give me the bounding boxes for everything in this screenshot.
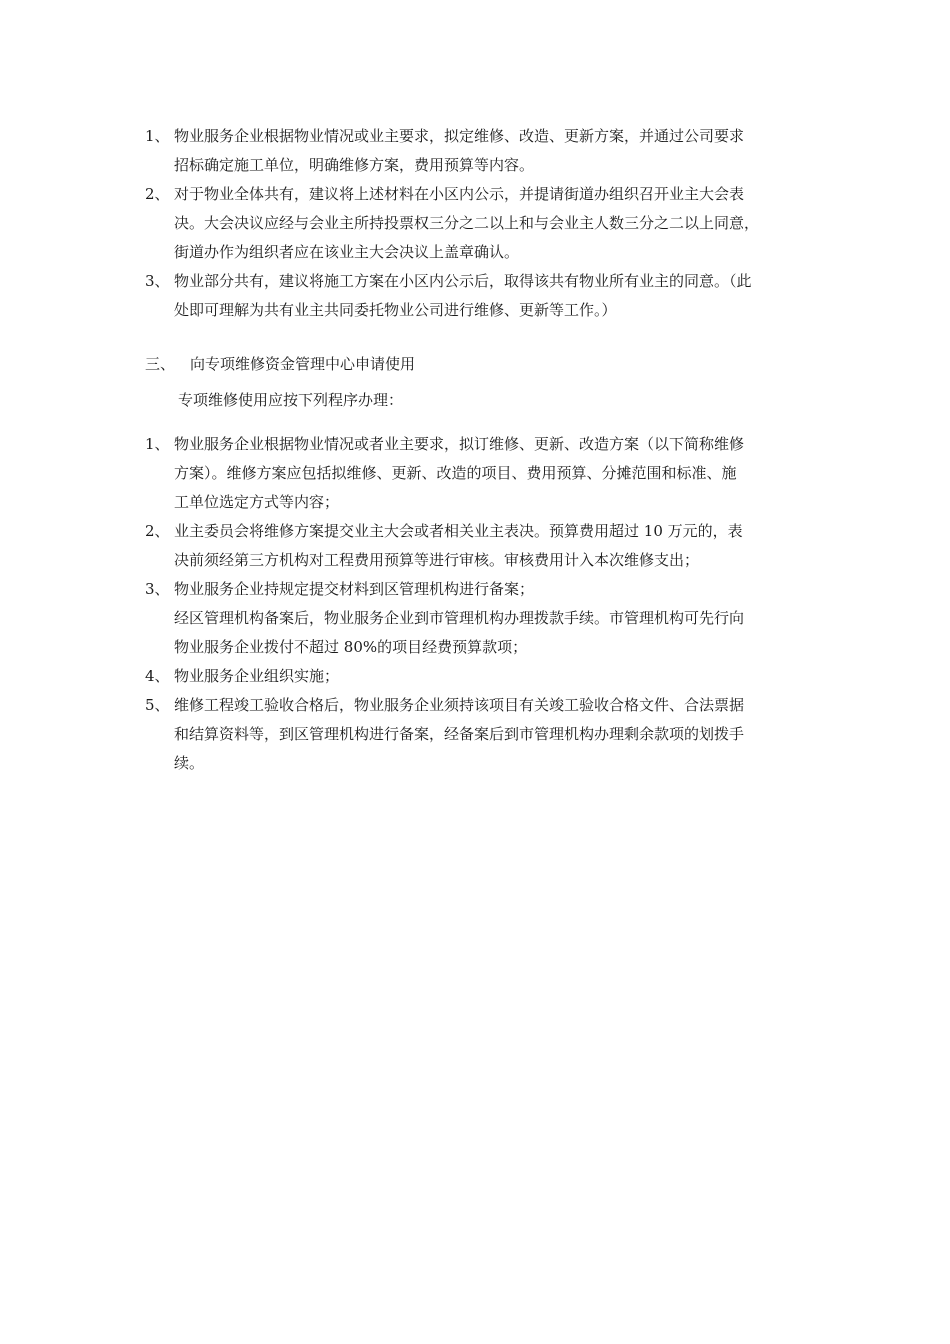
list-item-text: 续。 [174, 754, 205, 772]
list-item-number: 2、 [145, 185, 170, 203]
list-item-text: 物业服务企业拨付不超过 80%的项目经费预算款项； [174, 638, 528, 656]
list-item [145, 267, 815, 325]
list-item-text: 决前须经第三方机构对工程费用预算等进行审核。审核费用计入本次维修支出； [174, 551, 700, 569]
list-item-text: 物业部分共有，建议将施工方案在小区内公示后，取得该共有物业所有业主的同意。（此 [174, 272, 752, 290]
list-item-text: 招标确定施工单位，明确维修方案，费用预算等内容。 [174, 156, 535, 174]
list-item [145, 691, 815, 778]
list-item [145, 180, 815, 267]
list-item-text: 业主委员会将维修方案提交业主大会或者相关业主表决。预算费用超过 10 万元的，表 [174, 522, 743, 540]
list-item [145, 122, 815, 180]
list-item-text: 物业服务企业持规定提交材料到区管理机构进行备案； [174, 580, 535, 598]
list-item-number: 3、 [145, 272, 170, 290]
list-item-text: 和结算资料等，到区管理机构进行备案，经备案后到市管理机构办理剩余款项的划拨手 [174, 725, 745, 743]
list-item-text: 对于物业全体共有，建议将上述材料在小区内公示，并提请街道办组织召开业主大会表 [174, 185, 745, 203]
list-item-text: 决。大会决议应经与会业主所持投票权三分之二以上和与会业主人数三分之二以上同意， [174, 214, 760, 232]
list-item-number: 4、 [145, 667, 170, 685]
list-item-text: 物业服务企业根据物业情况或者业主要求，拟订维修、更新、改造方案（以下简称维修 [174, 435, 745, 453]
list-item-text: 物业服务企业组织实施； [174, 667, 340, 685]
list-item-number: 1、 [145, 127, 170, 145]
section-heading [145, 350, 415, 379]
list-item-text: 物业服务企业根据物业情况或业主要求，拟定维修、改造、更新方案，并通过公司要求 [174, 127, 745, 145]
list-item-text: 方案）。维修方案应包括拟维修、更新、改造的项目、费用预算、分摊范围和标准、施 [174, 464, 737, 482]
section-number: 三、 [145, 355, 176, 373]
list-item [145, 430, 815, 517]
list-item [145, 662, 815, 691]
list-item [145, 575, 815, 662]
intro-text: 专项维修使用应按下列程序办理： [178, 391, 404, 409]
list-item-text: 工单位选定方式等内容； [174, 493, 340, 511]
list-item-number: 2、 [145, 522, 170, 540]
list-item-text: 经区管理机构备案后，物业服务企业到市管理机构办理拨款手续。市管理机构可先行向 [174, 609, 745, 627]
list-item-text: 街道办作为组织者应在该业主大会决议上盖章确认。 [174, 243, 520, 261]
list-item-text: 处即可理解为共有业主共同委托物业公司进行维修、更新等工作。） [174, 301, 617, 319]
list-item-number: 5、 [145, 696, 170, 714]
list-item-text: 维修工程竣工验收合格后，物业服务企业须持该项目有关竣工验收合格文件、合法票据 [174, 696, 745, 714]
bottom-procedure-list [145, 430, 815, 778]
list-item-number: 1、 [145, 435, 170, 453]
list-item [145, 517, 815, 575]
list-item-number: 3、 [145, 580, 170, 598]
section-title: 向专项维修资金管理中心申请使用 [190, 355, 416, 373]
top-procedure-list [145, 122, 815, 325]
